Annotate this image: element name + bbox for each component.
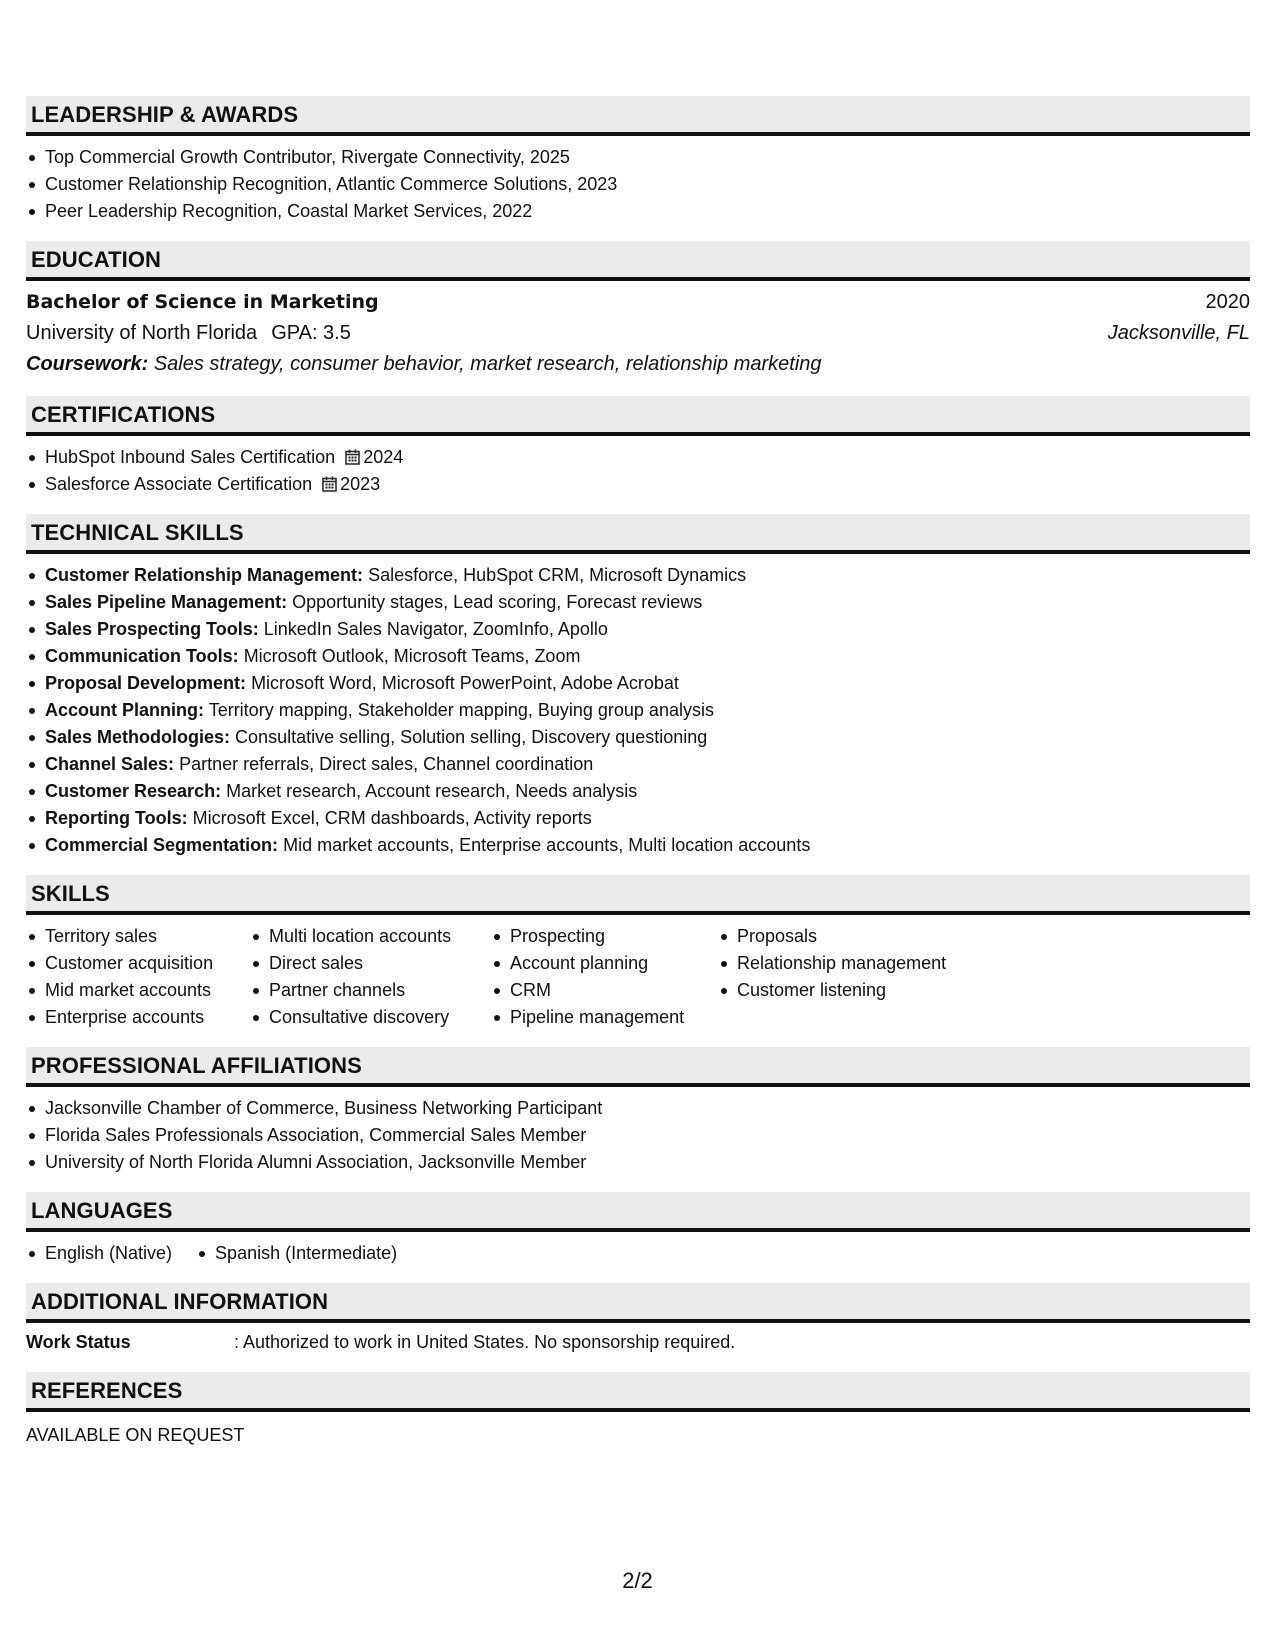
list-item: Jacksonville Chamber of Commerce, Business Networking Participant [26,1095,1250,1122]
references-section [26,1372,1250,1449]
list-item [26,616,1250,643]
skill-category: Proposal Development: [45,673,247,693]
languages-section [26,1192,1250,1267]
list-item: University of North Florida Alumni Association, Jacksonville Member [26,1149,1250,1176]
list-item: Florida Sales Professionals Association, Commercial Sales Member [26,1122,1250,1149]
list-item: Partner channels [250,977,491,1004]
page-number: 2/2 [622,1568,653,1593]
list-item: Multi location accounts [250,923,491,950]
section-heading: PROFESSIONAL AFFILIATIONS [26,1047,1250,1087]
additional-info-section [26,1283,1250,1356]
resume-page [26,96,1250,1465]
gpa: GPA: 3.5 [271,322,351,344]
list-item [26,751,1250,778]
skill-values: Salesforce, HubSpot CRM, Microsoft Dynamics [368,565,747,585]
list-item: Pipeline management [491,1004,718,1031]
skill-values: LinkedIn Sales Navigator, ZoomInfo, Apollo [263,619,608,639]
list-item: Top Commercial Growth Contributor, Rivergate Connectivity, 2025 [26,144,1250,171]
affiliations-list [26,1095,1250,1176]
list-item: Account planning [491,950,718,977]
skill-category: Sales Methodologies: [45,727,231,747]
school-name: University of North Florida [26,322,258,344]
certification-name: Salesforce Associate Certification [45,474,313,494]
list-item: Peer Leadership Recognition, Coastal Market Services, 2022 [26,198,1250,225]
skills-columns [26,923,1250,1031]
list-item [26,444,1250,471]
list-item [26,670,1250,697]
skills-column [250,923,491,1031]
list-item [26,471,1250,498]
skill-values: Microsoft Word, Microsoft PowerPoint, Adobe Acrobat [251,673,679,693]
technical-skills-section [26,514,1250,859]
list-item [26,805,1250,832]
skills-column [491,923,718,1031]
education-entry [26,287,1250,380]
skill-category: Account Planning: [45,700,204,720]
calendar-icon [322,473,337,500]
list-item: Consultative discovery [250,1004,491,1031]
certifications-list [26,444,1250,498]
degree-title: Bachelor of Science in Marketing [26,291,379,313]
skill-values: Microsoft Excel, CRM dashboards, Activity reports [192,808,592,828]
skills-column [718,923,978,1031]
coursework-label: Coursework: [26,353,149,375]
skill-category: Communication Tools: [45,646,239,666]
skill-values: Mid market accounts, Enterprise accounts, Multi location accounts [283,835,811,855]
list-item [26,724,1250,751]
skill-values: Market research, Account research, Needs analysis [226,781,638,801]
list-item [26,778,1250,805]
list-item: Enterprise accounts [26,1004,250,1031]
section-heading: LEADERSHIP & AWARDS [26,96,1250,136]
skill-category: Commercial Segmentation: [45,835,279,855]
awards-list [26,144,1250,225]
list-item: English (Native) [26,1240,172,1267]
section-heading: TECHNICAL SKILLS [26,514,1250,554]
skills-section [26,875,1250,1031]
section-heading: SKILLS [26,875,1250,915]
education-section [26,241,1250,380]
affiliations-section [26,1047,1250,1176]
skill-values: Territory mapping, Stakeholder mapping, Buying group analysis [208,700,714,720]
skill-values: Partner referrals, Direct sales, Channel coordination [179,754,594,774]
list-item: Mid market accounts [26,977,250,1004]
list-item [26,562,1250,589]
list-item [26,643,1250,670]
list-item: CRM [491,977,718,1004]
list-item [26,589,1250,616]
certification-year: 2024 [363,447,404,467]
skill-category: Customer Relationship Management: [45,565,364,585]
languages-list [26,1240,1250,1267]
certifications-section [26,396,1250,498]
school-location: Jacksonville, FL [1107,322,1250,344]
list-item: Prospecting [491,923,718,950]
list-item: Spanish (Intermediate) [196,1240,397,1267]
list-item: Customer acquisition [26,950,250,977]
skill-category: Channel Sales: [45,754,175,774]
skill-category: Reporting Tools: [45,808,188,828]
certification-name: HubSpot Inbound Sales Certification [45,447,336,467]
calendar-icon [345,446,360,473]
graduation-year: 2020 [1205,291,1250,313]
skill-values: Opportunity stages, Lead scoring, Forecast reviews [292,592,703,612]
skill-category: Customer Research: [45,781,222,801]
skill-category: Sales Pipeline Management: [45,592,288,612]
list-item: Customer listening [718,977,978,1004]
work-status-value: : Authorized to work in United States. No sponsorship required. [234,1332,736,1352]
list-item: Direct sales [250,950,491,977]
skill-values: Consultative selling, Solution selling, Discovery questioning [235,727,708,747]
work-status-label: Work Status [26,1332,131,1352]
section-heading: EDUCATION [26,241,1250,281]
section-heading: LANGUAGES [26,1192,1250,1232]
coursework: Sales strategy, consumer behavior, market research, relationship marketing [153,353,822,375]
list-item: Territory sales [26,923,250,950]
list-item: Relationship management [718,950,978,977]
leadership-section [26,96,1250,225]
list-item: Customer Relationship Recognition, Atlantic Commerce Solutions, 2023 [26,171,1250,198]
section-heading: ADDITIONAL INFORMATION [26,1283,1250,1323]
list-item: Proposals [718,923,978,950]
certification-year: 2023 [340,474,381,494]
work-status-row [26,1329,1250,1356]
skills-column [26,923,250,1031]
skill-category: Sales Prospecting Tools: [45,619,259,639]
technical-skills-list [26,562,1250,859]
references-text: AVAILABLE ON REQUEST [26,1425,245,1445]
skill-values: Microsoft Outlook, Microsoft Teams, Zoom [243,646,581,666]
list-item [26,697,1250,724]
list-item [26,832,1250,859]
section-heading: CERTIFICATIONS [26,396,1250,436]
section-heading: REFERENCES [26,1372,1250,1412]
